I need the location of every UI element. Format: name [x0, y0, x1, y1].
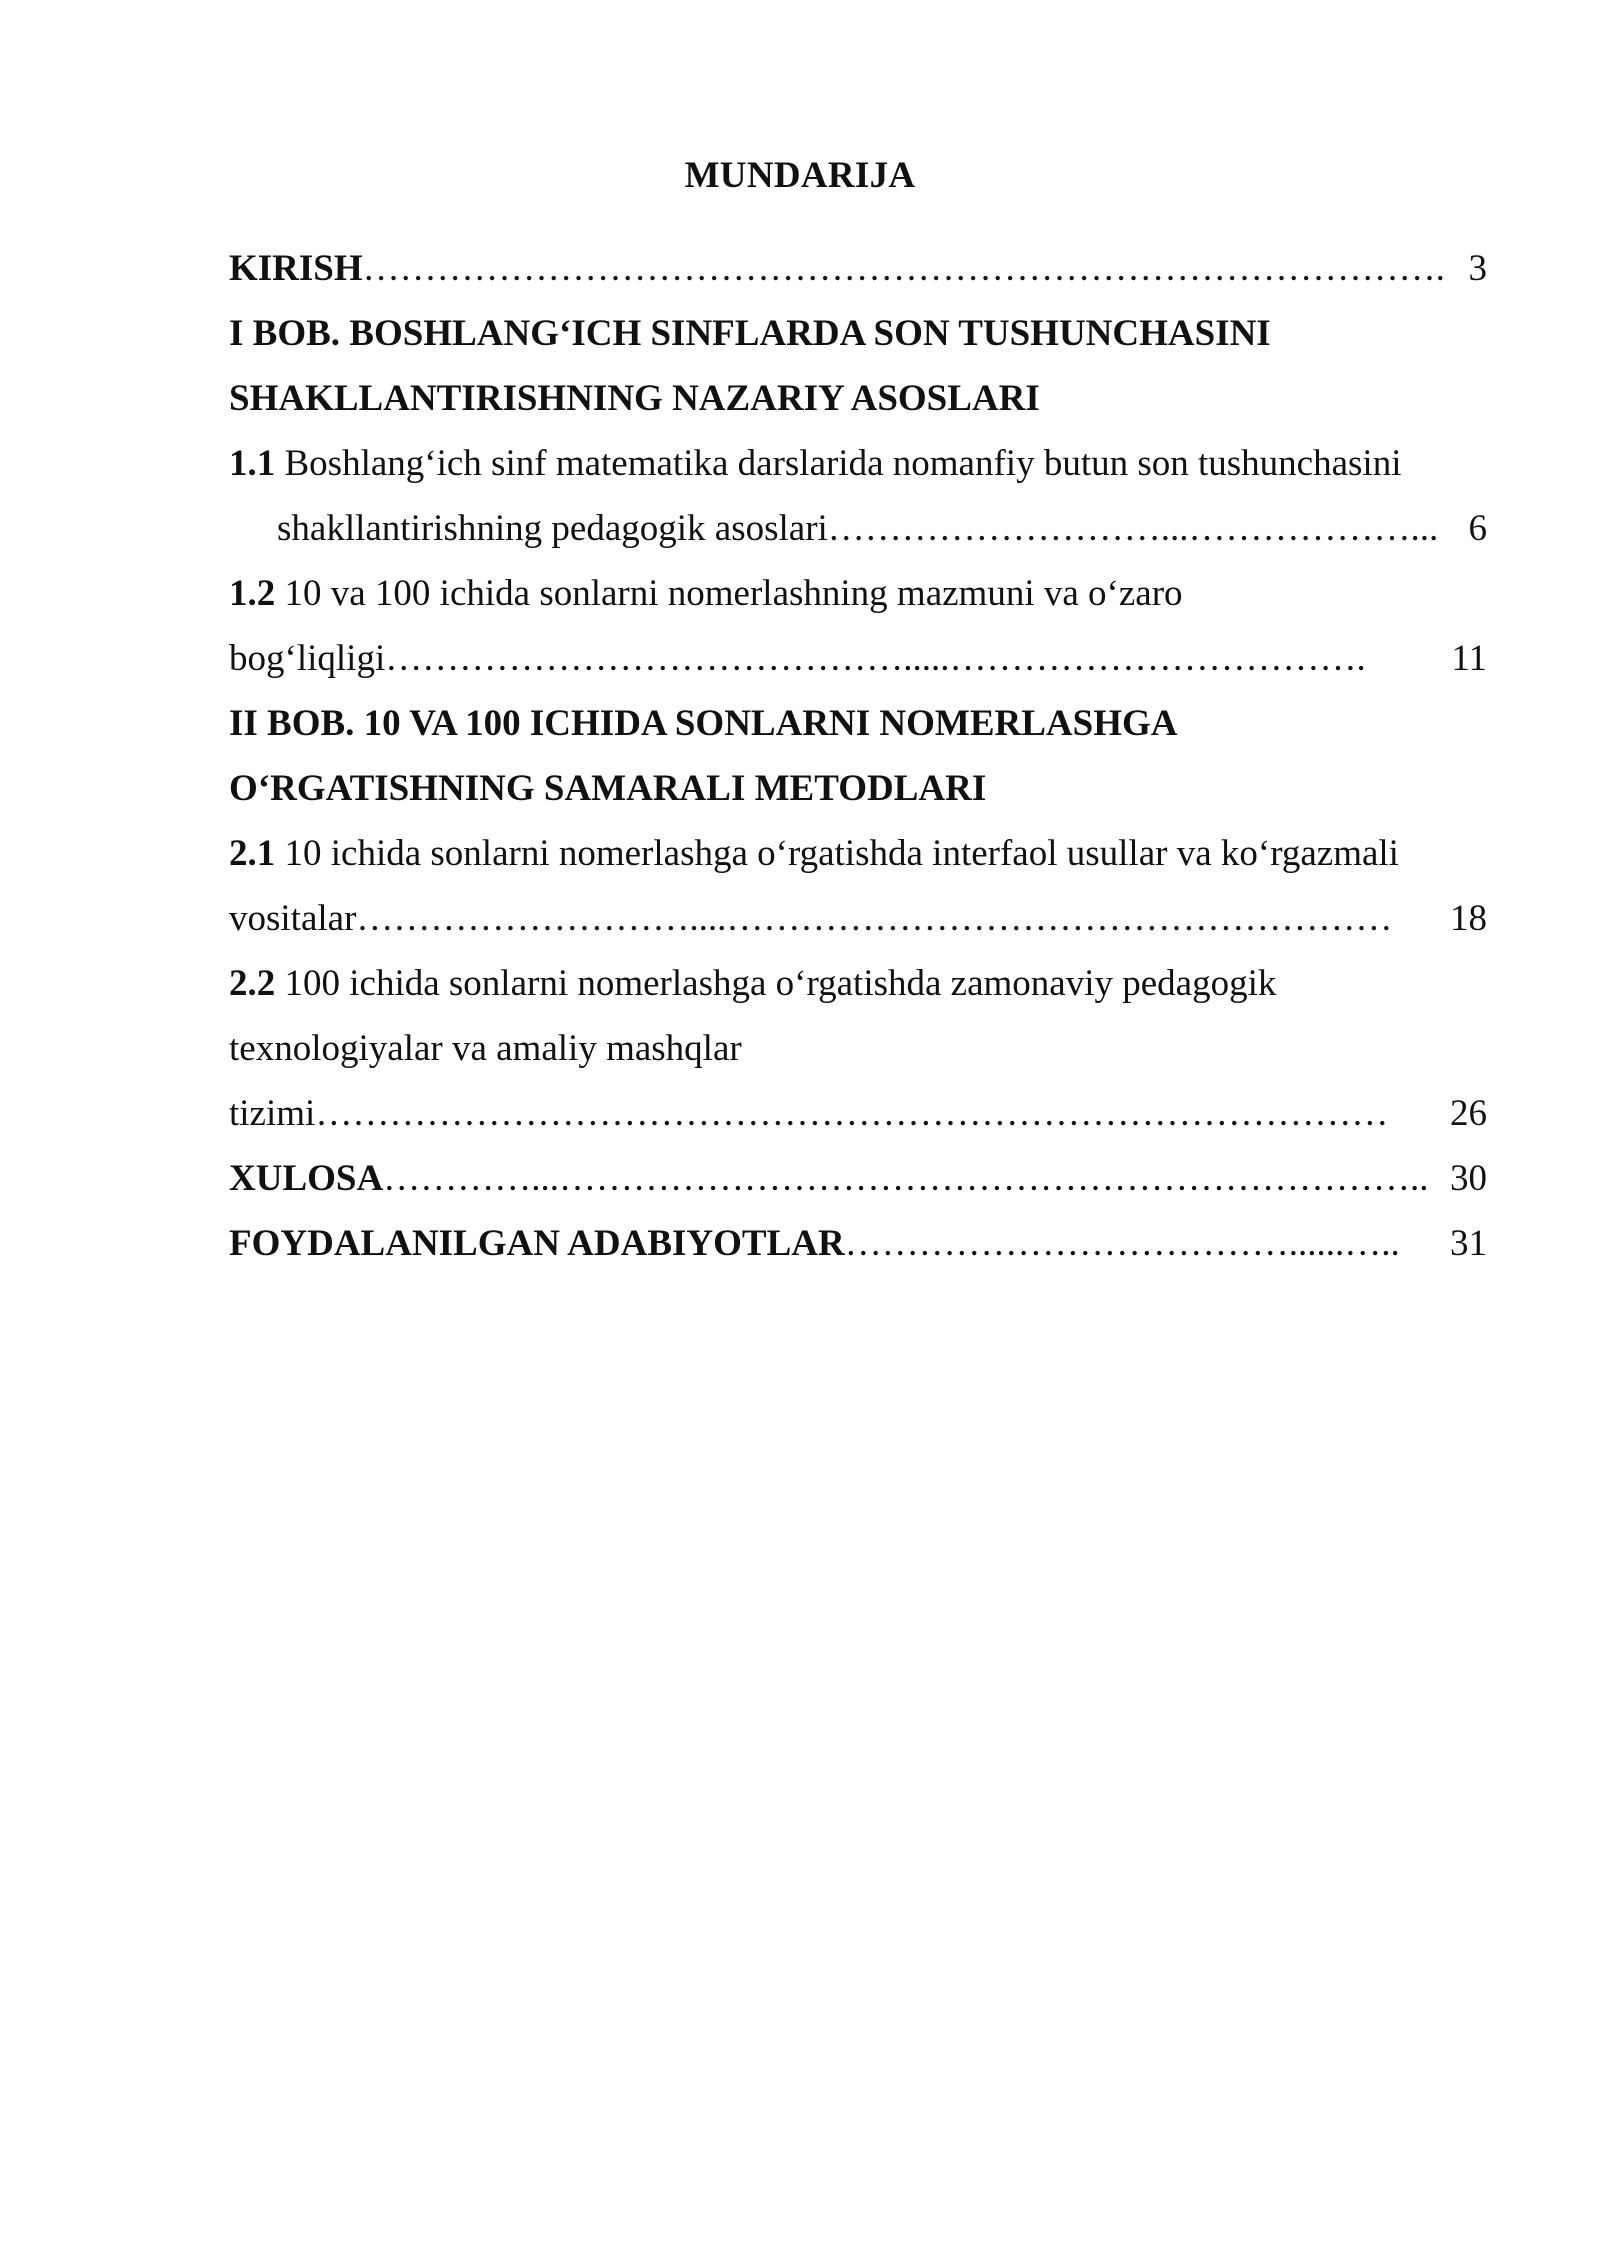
toc-entry-1-1 — [229, 431, 1487, 496]
toc-label: XULOSA — [229, 1158, 384, 1199]
toc-leader-dots: ………………………...………………... — [827, 508, 1439, 549]
toc-chapter-heading-cont: SHAKLLANTIRISHNING NAZARIY ASOSLARI — [229, 378, 1040, 419]
toc-page-number: 6 — [1469, 496, 1488, 561]
toc-section-number: 1.1 — [229, 443, 276, 484]
toc-entry-2-2 — [229, 951, 1487, 1016]
toc-section-number: 2.2 — [229, 963, 276, 1004]
toc-entry-2-1 — [229, 821, 1487, 886]
toc-leader-dots: ………………………………......….. — [844, 1223, 1400, 1264]
toc-entry-1-2 — [229, 561, 1487, 626]
toc-section-number: 2.1 — [229, 833, 276, 874]
toc-section-number: 1.2 — [229, 573, 276, 614]
toc-entry-xulosa — [229, 1146, 1487, 1211]
toc-label: 100 ichida sonlarni nomerlashga o‘rgatishda zamonaviy pedagogik — [275, 963, 1277, 1004]
toc-label: 10 ichida sonlarni nomerlashga o‘rgatishda interfaol usullar va ko‘rgazmali — [275, 833, 1399, 874]
toc-leader-dots: …………………………………………………………………………… — [315, 1093, 1389, 1134]
toc-page-number: 11 — [1451, 626, 1487, 691]
toc-leader-dots: ………………………....……………………………………………… — [356, 898, 1393, 939]
toc-leader-dots: ……………………………………………………………………………. — [362, 248, 1445, 289]
toc-page-number: 3 — [1469, 236, 1488, 301]
toc-label: shakllantirishning pedagogik asoslari — [277, 508, 828, 549]
toc-entry-2-2-cont: texnologiyalar va amaliy mashqlar — [229, 1028, 742, 1069]
toc-page-number: 26 — [1450, 1081, 1487, 1146]
toc-chapter-heading-cont: O‘RGATISHNING SAMARALI METODLARI — [229, 768, 987, 809]
table-of-contents — [229, 236, 1487, 1276]
toc-page-number: 30 — [1450, 1146, 1487, 1211]
toc-label: tizimi — [229, 1093, 316, 1134]
toc-entry-2-1-cont — [229, 886, 1487, 951]
toc-leader-dots: …………………………………….....……………………………. — [385, 638, 1366, 679]
toc-label: FOYDALANILGAN ADABIYOTLAR — [229, 1223, 845, 1264]
toc-chapter-heading: II BOB. 10 VA 100 ICHIDA SONLARNI NOMERLASHGA — [229, 703, 1178, 744]
toc-label: bog‘liqligi — [229, 638, 386, 679]
toc-page-number: 18 — [1450, 886, 1487, 951]
toc-entry-1-2-cont — [229, 626, 1487, 691]
toc-entry-adabiyotlar — [229, 1211, 1487, 1276]
toc-page-number: 31 — [1450, 1211, 1487, 1276]
toc-label: 10 va 100 ichida sonlarni nomerlashning mazmuni va o‘zaro — [275, 573, 1183, 614]
toc-chapter-heading: I BOB. BOSHLANG‘ICH SINFLARDA SON TUSHUNCHASINI — [229, 313, 1271, 354]
toc-entry-kirish — [229, 236, 1487, 301]
toc-label: vositalar — [229, 898, 357, 939]
toc-entry-1-1-cont — [229, 496, 1487, 561]
toc-label: Boshlang‘ich sinf matematika darslarida nomanfiy butun son tushunchasini — [275, 443, 1402, 484]
page-title: MUNDARIJA — [684, 155, 916, 196]
toc-label: KIRISH — [229, 248, 363, 289]
toc-entry-2-2-cont2 — [229, 1081, 1487, 1146]
toc-leader-dots: …………...…………………………………………………………….. — [383, 1158, 1429, 1199]
